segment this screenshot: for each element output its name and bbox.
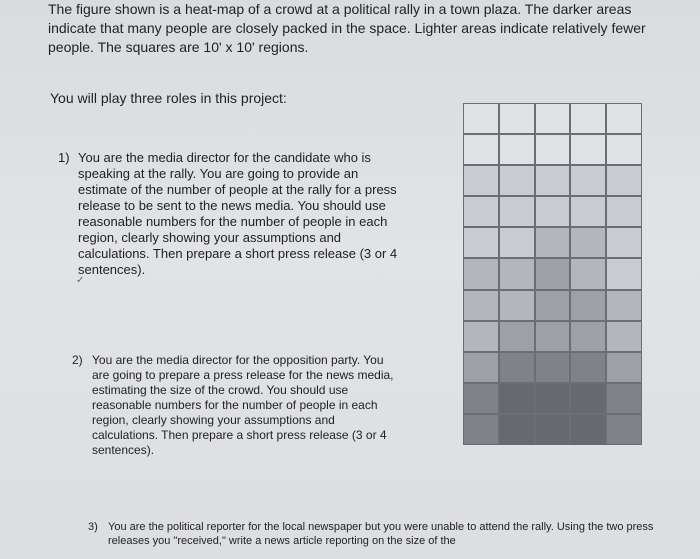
heatmap-cell [535, 227, 571, 258]
heatmap-cell [570, 352, 606, 383]
heatmap-cell [535, 258, 571, 289]
heatmap-cell [535, 103, 571, 134]
heatmap-cell [606, 352, 642, 383]
heatmap-cell [499, 165, 535, 196]
heatmap-cell [606, 165, 642, 196]
heatmap-cell [570, 196, 606, 227]
heatmap-cell [606, 196, 642, 227]
heatmap-cell [535, 290, 571, 321]
heatmap-cell [463, 196, 499, 227]
heatmap-cell [606, 321, 642, 352]
heatmap-cell [463, 258, 499, 289]
pen-mark-icon: ✓ [76, 275, 85, 286]
heatmap-cell [499, 103, 535, 134]
heatmap-cell [463, 134, 499, 165]
crowd-heatmap [463, 103, 642, 445]
intro-paragraph: The figure shown is a heat-map of a crowd at a political rally in a town plaza. The darker areas indicate that many people are closely packed in the space. Lighter areas indicate relatively fewer people. The squares are 10' x 10' regions. [48, 1, 646, 55]
heatmap-cell [535, 165, 571, 196]
heatmap-cell [535, 134, 571, 165]
heatmap-cell [463, 321, 499, 352]
heatmap-cell [606, 290, 642, 321]
heatmap-cell [535, 383, 571, 414]
heatmap-cell [535, 352, 571, 383]
heatmap-cell [463, 165, 499, 196]
heatmap-cell [535, 414, 571, 445]
heatmap-cell [570, 165, 606, 196]
role-text: You are the media director for the opposition party. You are going to prepare a press release for the news media, estimating the size of the crowd. You should use reasonable numbers for the number of people in each region, clearly showing your assumptions and calculations. Then prepare a short press release (3 or 4 sentences). [92, 353, 394, 457]
heatmap-cell [606, 383, 642, 414]
role-number: 2) [72, 353, 83, 367]
heatmap-cell [499, 258, 535, 289]
role-item-2 [72, 353, 402, 458]
heatmap-cell [499, 352, 535, 383]
heatmap-cell [499, 227, 535, 258]
heatmap-cell [570, 290, 606, 321]
heatmap-cell [463, 383, 499, 414]
heatmap-cell [606, 414, 642, 445]
heatmap-cell [499, 383, 535, 414]
heatmap-cell [606, 258, 642, 289]
heatmap-cell [570, 414, 606, 445]
heatmap-cell [570, 134, 606, 165]
role-item-3 [88, 520, 688, 548]
role-number: 1) [58, 150, 70, 165]
heatmap-cell [570, 258, 606, 289]
heatmap-cell [463, 290, 499, 321]
heatmap-cell [535, 321, 571, 352]
heatmap-cell [606, 227, 642, 258]
heatmap-cell [499, 414, 535, 445]
heatmap-cell [570, 321, 606, 352]
heatmap-cell [570, 383, 606, 414]
heatmap-cell [463, 227, 499, 258]
role-text: You are the political reporter for the local newspaper but you were unable to attend the rally. Using the two press releases you "received," write a news article reporting on the size of the [108, 521, 654, 547]
heatmap-cell [499, 134, 535, 165]
heatmap-cell [499, 321, 535, 352]
roles-intro: You will play three roles in this project: [50, 90, 287, 106]
role-number: 3) [88, 521, 98, 533]
role-text: You are the media director for the candidate who is speaking at the rally. You are going to provide an estimate of the number of people at the rally for a press release to be sent to the news media. You should use reasonable numbers for the number of people in each region, clearly showing your assumptions and calculations. Then prepare a short press release (3 or 4 sentences). [78, 150, 398, 277]
heatmap-cell [499, 290, 535, 321]
heatmap-cell [499, 196, 535, 227]
heatmap-cell [570, 103, 606, 134]
heatmap-cell [570, 227, 606, 258]
heatmap-cell [606, 134, 642, 165]
heatmap-cell [463, 103, 499, 134]
heatmap-cell [463, 414, 499, 445]
heatmap-cell [463, 352, 499, 383]
role-item-1 [58, 150, 408, 278]
heatmap-cell [535, 196, 571, 227]
heatmap-cell [606, 103, 642, 134]
